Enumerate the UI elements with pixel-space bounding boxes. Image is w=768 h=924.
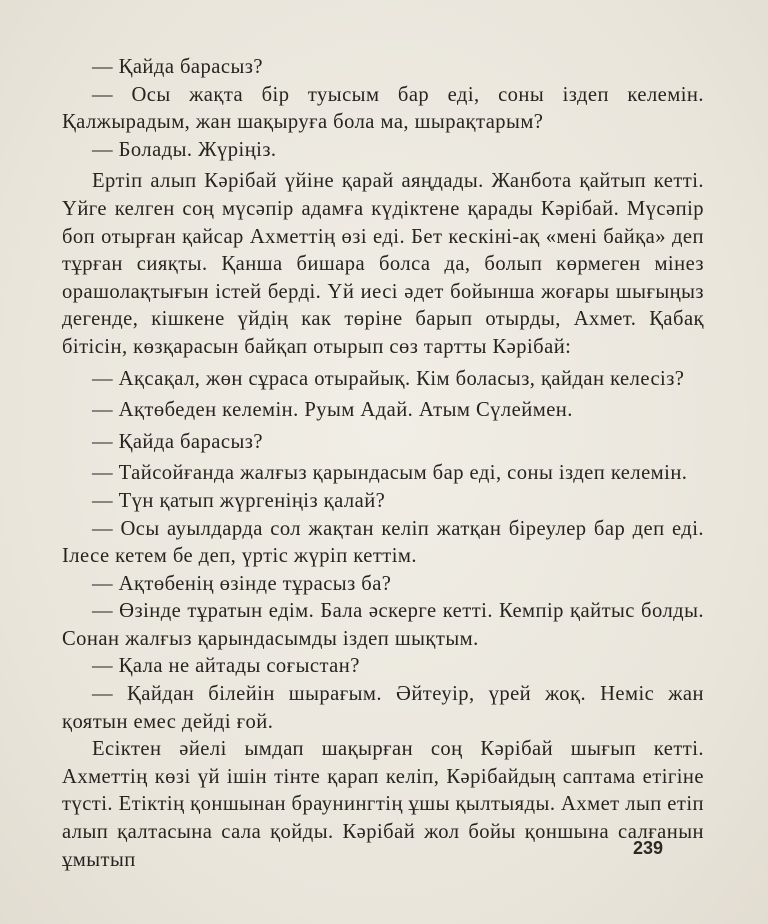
paragraph: — Осы ауылдарда сол жақтан келіп жатқан біреулер бар деп еді. Ілесе кетем бе деп, үртіс жүріп кеттім. [62,517,704,568]
paragraph: — Ақтөбенің өзінде тұрасыз ба? [92,572,392,595]
paragraph: — Өзінде тұратын едім. Бала әскерге кетті. Кемпір қайтыс болды. Сонан жалғыз қарындасымды іздеп шықтым. [62,600,704,650]
paragraph: — Қайдан білейін шырағым. Әйтеуір, үрей жоқ. Неміс жан қоятын емес дейді ғой. [62,683,704,733]
paragraph: Есіктен әйелі ымдап шақырған соң Кәрібай шығып кетті. Ахметтің көзі үй ішін тінте қарап келіп, Кәрібайдың саптама етігіне түсті. Етіктің қоншынан браунингтің ұшы қылтыяды. Ахмет лып етіп алып қалтасына сала қойды. Кәрібай жол бойы қоншына салғанын ұмытып [62,738,704,871]
paragraph: — Ақтөбеден келемін. Руым Адай. Атым Сүлеймен. [92,399,573,422]
paragraph: — Қайда барасыз? [92,56,263,78]
paragraph: — Болады. Жүріңіз. [92,138,277,161]
paragraph: — Осы жақта бір туысым бар еді, соны іздеп келемін. Қалжырадым, жан шақыруға бола ма, шырақтарым? [62,83,704,134]
paragraph: — Қайда барасыз? [92,430,263,453]
paragraph: — Тайсойғанда жалғыз қарындасым бар еді, соны іздеп келемін. [92,462,688,485]
paragraph: Ертіп алып Кәрібай үйіне қарай аяңдады. Жанбота қайтып кетті. Үйге келген соң мүсәпір адамға күдіктене қарады Кәрібай. Мүсәпір боп отырған қайсар Ахметтің өзі еді. Бет кескіні-ақ «мені байқа» деп тұрған сияқты. Қанша бишара болса да, болып көрмеген мінез орашолақтығын істей берді. Үй иесі әдет бойынша жоғары шығыңыз дегенде, кішкене үйдің как төріне барып отырды, Ахмет. Қабақ бітісін, көзқарасын байқап отырып сөз тартты Кәрібай: [62,170,704,358]
body-text [62,54,704,874]
paragraph: — Ақсақал, жөн сұраса отырайық. Кім боласыз, қайдан келесіз? [92,367,685,390]
paragraph: — Түн қатып жүргеніңіз қалай? [92,489,386,512]
page-number: 239 [633,838,664,858]
paragraph: — Қала не айтады соғыстан? [92,655,360,678]
